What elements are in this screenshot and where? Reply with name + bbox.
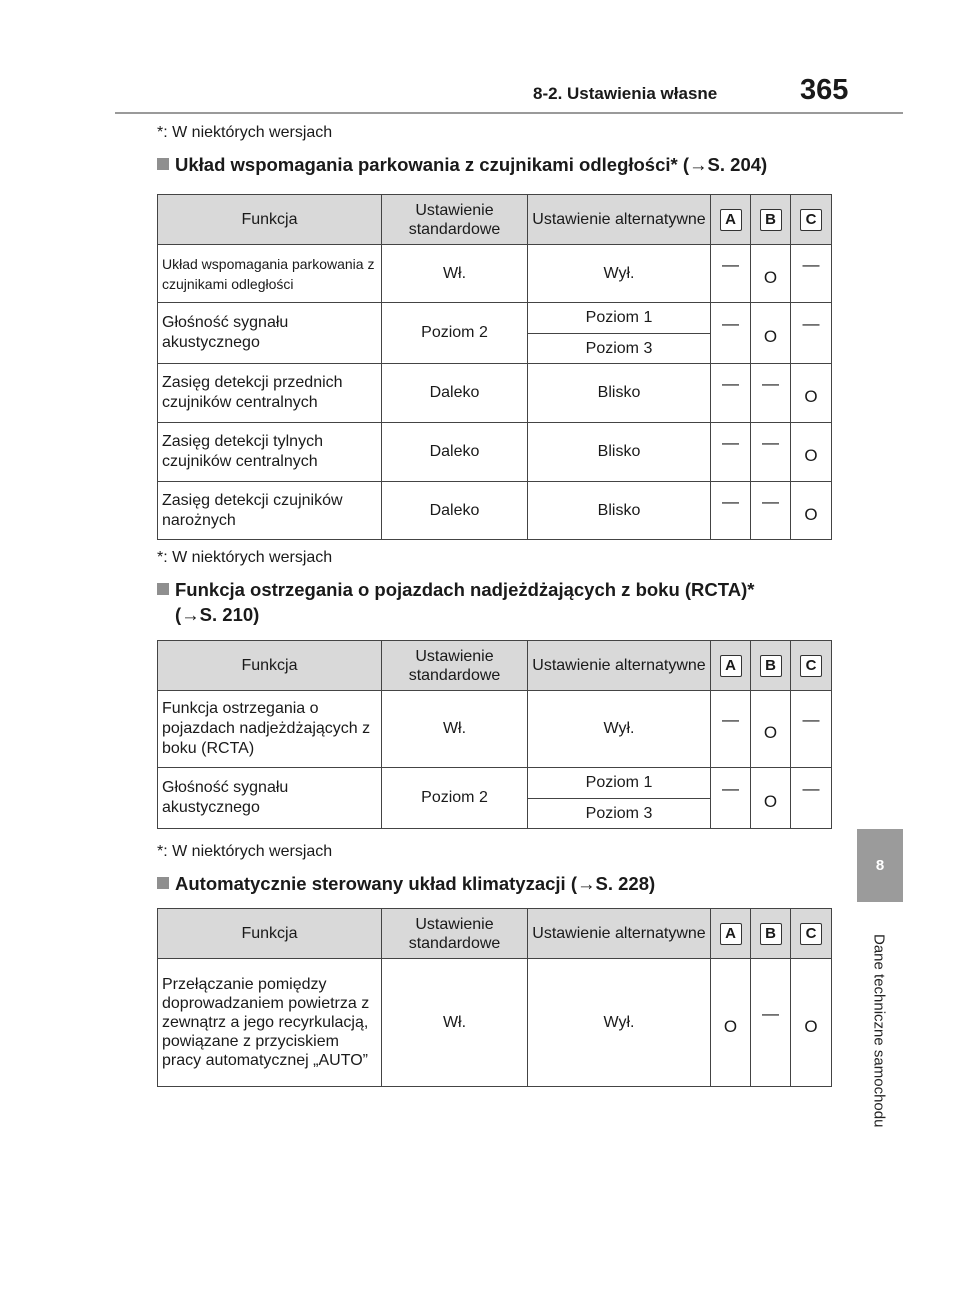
table-header-row bbox=[158, 195, 832, 245]
standard-cell: Poziom 2 bbox=[382, 768, 528, 829]
table-row bbox=[158, 423, 832, 482]
mark-c: — bbox=[802, 254, 820, 274]
mark-b: — bbox=[762, 491, 779, 511]
mark-c: — bbox=[802, 314, 820, 333]
col-header-b: B bbox=[760, 655, 782, 677]
function-cell: Zasięg detekcji tylnych czujników centralnych bbox=[158, 423, 382, 482]
standard-cell: Daleko bbox=[382, 482, 528, 540]
page-reference[interactable]: S. 204) bbox=[707, 154, 768, 175]
mark-c: O bbox=[804, 504, 818, 524]
square-bullet-icon bbox=[157, 877, 169, 889]
section-heading-parking bbox=[157, 152, 767, 177]
heading-text: Układ wspomagania parkowania z czujnikami odległości* ( bbox=[175, 154, 690, 175]
col-header-function: Funkcja bbox=[158, 909, 382, 959]
mark-b: O bbox=[763, 723, 778, 742]
mark-c: O bbox=[804, 446, 818, 465]
alternative-cell: Blisko bbox=[528, 423, 711, 482]
alternative-cell: Wył. bbox=[528, 959, 711, 1087]
mark-c: — bbox=[802, 710, 820, 729]
heading-text: Funkcja ostrzegania o pojazdach nadjeżdżających z boku (RCTA)* bbox=[175, 579, 755, 600]
table-row bbox=[158, 303, 832, 334]
function-cell: Przełączanie pomiędzy doprowadzaniem powietrza z zewnątrz a jego recyrkulacją, powiązane z przyciskiem pracy automatycznej „AUTO” bbox=[158, 959, 382, 1087]
header-rule bbox=[115, 112, 903, 114]
table-row bbox=[158, 482, 832, 540]
alternative-cell: Poziom 1 bbox=[528, 303, 711, 334]
table-header-row bbox=[158, 909, 832, 959]
page-reference[interactable]: S. 210) bbox=[199, 604, 260, 625]
col-header-standard: Ustawienie standardowe bbox=[382, 641, 528, 691]
function-cell: Zasięg detekcji czujników narożnych bbox=[158, 482, 382, 540]
chapter-number: 8 bbox=[875, 857, 885, 874]
table-row bbox=[158, 768, 832, 799]
heading-text: Automatycznie sterowany układ klimatyzacji ( bbox=[175, 873, 577, 894]
col-header-a: A bbox=[720, 655, 742, 677]
chapter-tab[interactable] bbox=[857, 829, 903, 902]
col-header-b: B bbox=[760, 209, 782, 231]
standard-cell: Daleko bbox=[382, 364, 528, 423]
footnote-versions: *: W niektórych wersjach bbox=[157, 124, 333, 141]
standard-cell: Wł. bbox=[382, 691, 528, 768]
col-header-b: B bbox=[760, 923, 782, 945]
mark-a: — bbox=[722, 254, 739, 274]
col-header-alternative: Ustawienie alternatywne bbox=[528, 195, 711, 245]
footnote-versions: *: W niektórych wersjach bbox=[157, 549, 333, 566]
function-cell: Głośność sygnału akustycznego bbox=[158, 303, 382, 364]
mark-b: — bbox=[762, 433, 779, 452]
mark-a: — bbox=[722, 433, 739, 452]
table-row bbox=[158, 691, 832, 768]
section-heading-rcta bbox=[157, 577, 754, 627]
mark-a: — bbox=[722, 779, 739, 798]
footnote-versions: *: W niektórych wersjach bbox=[157, 843, 333, 860]
mark-a: — bbox=[722, 374, 739, 393]
col-header-c: C bbox=[800, 923, 822, 945]
table-row bbox=[158, 245, 832, 303]
col-header-standard: Ustawienie standardowe bbox=[382, 195, 528, 245]
col-header-c: C bbox=[800, 655, 822, 677]
alternative-cell: Poziom 3 bbox=[528, 334, 711, 364]
settings-table-rcta bbox=[157, 640, 832, 829]
mark-b: O bbox=[763, 792, 778, 811]
arrow-icon: → bbox=[181, 604, 200, 625]
arrow-icon: → bbox=[577, 873, 596, 894]
page-number: 365 bbox=[800, 74, 849, 106]
section-heading-climate bbox=[157, 871, 655, 896]
col-header-a: A bbox=[720, 923, 742, 945]
square-bullet-icon bbox=[157, 583, 169, 595]
alternative-cell: Wył. bbox=[528, 245, 711, 303]
function-cell: Zasięg detekcji przednich czujników centralnych bbox=[158, 364, 382, 423]
function-cell: Układ wspomagania parkowania z czujnikami odległości bbox=[158, 245, 382, 303]
heading-paren: ( bbox=[175, 604, 182, 625]
mark-a: — bbox=[722, 314, 739, 333]
standard-cell: Wł. bbox=[382, 959, 528, 1087]
col-header-function: Funkcja bbox=[158, 195, 382, 245]
alternative-cell: Wył. bbox=[528, 691, 711, 768]
alternative-cell: Blisko bbox=[528, 364, 711, 423]
settings-table-climate bbox=[157, 908, 832, 1087]
mark-a: O bbox=[723, 1016, 738, 1036]
square-bullet-icon bbox=[157, 158, 169, 170]
table-header-row bbox=[158, 641, 832, 691]
settings-table-parking bbox=[157, 194, 832, 540]
table-row bbox=[158, 959, 832, 1087]
mark-a: — bbox=[722, 491, 739, 511]
alternative-cell: Blisko bbox=[528, 482, 711, 540]
mark-b: — bbox=[762, 374, 779, 393]
arrow-icon: → bbox=[689, 154, 708, 175]
alternative-cell: Poziom 1 bbox=[528, 768, 711, 799]
mark-c: — bbox=[802, 779, 820, 798]
page-header bbox=[0, 0, 960, 114]
mark-a: — bbox=[722, 710, 739, 729]
function-cell: Funkcja ostrzegania o pojazdach nadjeżdżających z boku (RCTA) bbox=[158, 691, 382, 768]
col-header-standard: Ustawienie standardowe bbox=[382, 909, 528, 959]
col-header-a: A bbox=[720, 209, 742, 231]
col-header-function: Funkcja bbox=[158, 641, 382, 691]
mark-b: O bbox=[763, 327, 778, 346]
table-row bbox=[158, 364, 832, 423]
alternative-cell: Poziom 3 bbox=[528, 799, 711, 829]
page-reference[interactable]: S. 228) bbox=[595, 873, 656, 894]
mark-b: — bbox=[762, 1003, 779, 1023]
standard-cell: Wł. bbox=[382, 245, 528, 303]
col-header-c: C bbox=[800, 209, 822, 231]
standard-cell: Poziom 2 bbox=[382, 303, 528, 364]
chapter-title-vertical bbox=[864, 915, 894, 1147]
mark-c: O bbox=[804, 387, 818, 406]
standard-cell: Daleko bbox=[382, 423, 528, 482]
function-cell: Głośność sygnału akustycznego bbox=[158, 768, 382, 829]
col-header-alternative: Ustawienie alternatywne bbox=[528, 641, 711, 691]
mark-c: O bbox=[804, 1016, 818, 1036]
mark-b: O bbox=[763, 267, 778, 287]
chapter-title: Dane techniczne samochodu bbox=[870, 934, 888, 1128]
col-header-alternative: Ustawienie alternatywne bbox=[528, 909, 711, 959]
section-title: 8-2. Ustawienia własne bbox=[533, 84, 718, 103]
